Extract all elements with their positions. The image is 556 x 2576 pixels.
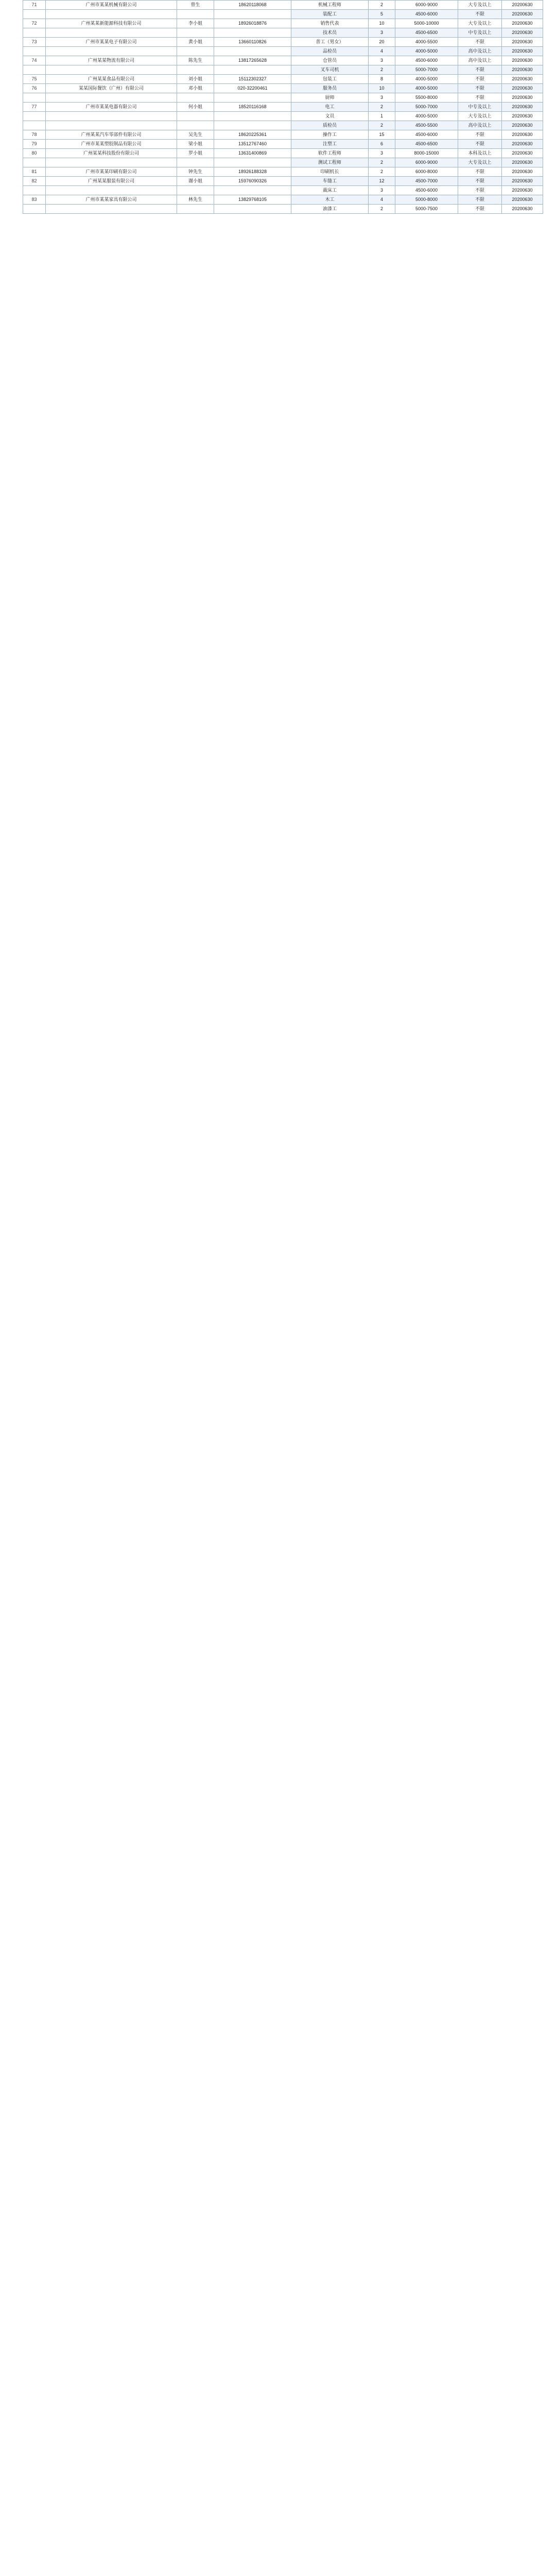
headcount: 2 (369, 65, 395, 75)
contact-person: 邓小姐 (177, 84, 214, 93)
education-requirement: 高中及以上 (458, 56, 502, 65)
education-requirement: 不限 (458, 84, 502, 93)
headcount: 3 (369, 149, 395, 158)
contact-person: 谢小姐 (177, 177, 214, 186)
valid-until-date: 20200630 (502, 121, 543, 130)
contact-phone: 18620118068 (214, 1, 291, 10)
job-title: 注塑工 (291, 140, 369, 149)
table-row (23, 103, 543, 112)
contact-person (177, 65, 214, 75)
valid-until-date: 20200630 (502, 103, 543, 112)
row-index (23, 28, 46, 38)
company-name (46, 65, 177, 75)
contact-phone: 13631400869 (214, 149, 291, 158)
contact-person (177, 28, 214, 38)
salary-range: 6000-8000 (395, 167, 458, 177)
row-index: 77 (23, 103, 46, 112)
table-row (23, 112, 543, 121)
job-title: 电工 (291, 103, 369, 112)
job-title: 普工（男女） (291, 38, 369, 47)
table-row (23, 205, 543, 214)
company-name (46, 205, 177, 214)
contact-phone: 13512767460 (214, 140, 291, 149)
job-title: 包装工 (291, 75, 369, 84)
salary-range: 5000-8000 (395, 195, 458, 205)
row-index (23, 186, 46, 195)
table-row (23, 1, 543, 10)
contact-person: 曾生 (177, 1, 214, 10)
job-listing-table (23, 0, 543, 214)
table-row (23, 149, 543, 158)
contact-person (177, 93, 214, 103)
contact-phone (214, 186, 291, 195)
education-requirement: 不限 (458, 195, 502, 205)
headcount: 10 (369, 19, 395, 28)
salary-range: 4500-6500 (395, 140, 458, 149)
headcount: 4 (369, 195, 395, 205)
contact-person: 刘小姐 (177, 75, 214, 84)
row-index (23, 158, 46, 167)
contact-phone: 18926018876 (214, 19, 291, 28)
education-requirement: 中专及以上 (458, 103, 502, 112)
company-name: 广州市某某机械有限公司 (46, 1, 177, 10)
row-index (23, 112, 46, 121)
valid-until-date: 20200630 (502, 28, 543, 38)
company-name: 某某国际餐饮（广州）有限公司 (46, 84, 177, 93)
row-index: 73 (23, 38, 46, 47)
company-name: 广州某某服装有限公司 (46, 177, 177, 186)
headcount: 3 (369, 56, 395, 65)
company-name (46, 93, 177, 103)
company-name: 广州某某物流有限公司 (46, 56, 177, 65)
job-title: 操作工 (291, 130, 369, 140)
education-requirement: 大专及以上 (458, 112, 502, 121)
row-index (23, 10, 46, 19)
company-name (46, 186, 177, 195)
contact-phone (214, 158, 291, 167)
valid-until-date: 20200630 (502, 205, 543, 214)
headcount: 1 (369, 112, 395, 121)
company-name (46, 47, 177, 56)
valid-until-date: 20200630 (502, 167, 543, 177)
salary-range: 4500-6000 (395, 10, 458, 19)
education-requirement: 不限 (458, 177, 502, 186)
table-row (23, 10, 543, 19)
table-row (23, 84, 543, 93)
valid-until-date: 20200630 (502, 93, 543, 103)
contact-person (177, 10, 214, 19)
salary-range: 4500-6000 (395, 56, 458, 65)
contact-phone (214, 205, 291, 214)
salary-range: 5000-7000 (395, 65, 458, 75)
headcount: 4 (369, 47, 395, 56)
education-requirement: 大专及以上 (458, 158, 502, 167)
job-title: 质检员 (291, 121, 369, 130)
salary-range: 4500-5500 (395, 121, 458, 130)
salary-range: 6000-9000 (395, 1, 458, 10)
valid-until-date: 20200630 (502, 84, 543, 93)
contact-person: 黄小姐 (177, 38, 214, 47)
salary-range: 4500-6500 (395, 28, 458, 38)
salary-range: 5500-8000 (395, 93, 458, 103)
salary-range: 4000-5000 (395, 75, 458, 84)
table-row (23, 140, 543, 149)
job-title: 测试工程师 (291, 158, 369, 167)
education-requirement: 不限 (458, 10, 502, 19)
headcount: 12 (369, 177, 395, 186)
contact-person: 林先生 (177, 195, 214, 205)
job-title: 油漆工 (291, 205, 369, 214)
valid-until-date: 20200630 (502, 75, 543, 84)
table-row (23, 158, 543, 167)
company-name: 广州市某某印刷有限公司 (46, 167, 177, 177)
table-row (23, 195, 543, 205)
row-index: 74 (23, 56, 46, 65)
valid-until-date: 20200630 (502, 158, 543, 167)
row-index: 80 (23, 149, 46, 158)
education-requirement: 不限 (458, 65, 502, 75)
headcount: 3 (369, 186, 395, 195)
valid-until-date: 20200630 (502, 10, 543, 19)
contact-person: 陈先生 (177, 56, 214, 65)
headcount: 5 (369, 10, 395, 19)
salary-range: 4500-6000 (395, 186, 458, 195)
contact-phone (214, 10, 291, 19)
headcount: 10 (369, 84, 395, 93)
row-index: 83 (23, 195, 46, 205)
headcount: 2 (369, 1, 395, 10)
job-title: 装配工 (291, 10, 369, 19)
company-name: 广州某某新能源科技有限公司 (46, 19, 177, 28)
salary-range: 4000-5000 (395, 112, 458, 121)
contact-person: 罗小姐 (177, 149, 214, 158)
job-title: 品检员 (291, 47, 369, 56)
salary-range: 4500-6000 (395, 130, 458, 140)
valid-until-date: 20200630 (502, 65, 543, 75)
contact-phone (214, 93, 291, 103)
education-requirement: 高中及以上 (458, 47, 502, 56)
contact-person: 吴先生 (177, 130, 214, 140)
row-index: 76 (23, 84, 46, 93)
education-requirement: 大专及以上 (458, 19, 502, 28)
valid-until-date: 20200630 (502, 186, 543, 195)
valid-until-date: 20200630 (502, 112, 543, 121)
company-name (46, 10, 177, 19)
table-row (23, 65, 543, 75)
headcount: 2 (369, 205, 395, 214)
headcount: 15 (369, 130, 395, 140)
job-title: 印刷机长 (291, 167, 369, 177)
valid-until-date: 20200630 (502, 140, 543, 149)
education-requirement: 中专及以上 (458, 28, 502, 38)
valid-until-date: 20200630 (502, 130, 543, 140)
contact-phone: 13817265628 (214, 56, 291, 65)
education-requirement: 本科及以上 (458, 149, 502, 158)
education-requirement: 不限 (458, 205, 502, 214)
company-name: 广州市某某电器有限公司 (46, 103, 177, 112)
headcount: 2 (369, 167, 395, 177)
job-title: 仓管员 (291, 56, 369, 65)
headcount: 8 (369, 75, 395, 84)
salary-range: 5000-7500 (395, 205, 458, 214)
job-title: 销售代表 (291, 19, 369, 28)
valid-until-date: 20200630 (502, 177, 543, 186)
contact-person (177, 121, 214, 130)
contact-phone (214, 47, 291, 56)
contact-phone: 15976090326 (214, 177, 291, 186)
job-title: 厨师 (291, 93, 369, 103)
row-index (23, 205, 46, 214)
table-row (23, 19, 543, 28)
job-title: 车缝工 (291, 177, 369, 186)
row-index (23, 65, 46, 75)
table-row (23, 177, 543, 186)
company-name (46, 121, 177, 130)
contact-phone: 020-32200461 (214, 84, 291, 93)
valid-until-date: 20200630 (502, 1, 543, 10)
valid-until-date: 20200630 (502, 56, 543, 65)
row-index (23, 121, 46, 130)
job-title: 机械工程师 (291, 1, 369, 10)
job-title: 叉车司机 (291, 65, 369, 75)
company-name: 广州某某科技股份有限公司 (46, 149, 177, 158)
table-row (23, 186, 543, 195)
headcount: 20 (369, 38, 395, 47)
headcount: 3 (369, 93, 395, 103)
valid-until-date: 20200630 (502, 38, 543, 47)
contact-phone: 18620225361 (214, 130, 291, 140)
contact-person: 梁小姐 (177, 140, 214, 149)
contact-person: 何小姐 (177, 103, 214, 112)
table-row (23, 121, 543, 130)
valid-until-date: 20200630 (502, 47, 543, 56)
table-row (23, 47, 543, 56)
headcount: 2 (369, 158, 395, 167)
row-index: 82 (23, 177, 46, 186)
education-requirement: 不限 (458, 130, 502, 140)
salary-range: 4500-7000 (395, 177, 458, 186)
company-name (46, 112, 177, 121)
valid-until-date: 20200630 (502, 195, 543, 205)
contact-phone (214, 112, 291, 121)
job-title: 裁床工 (291, 186, 369, 195)
company-name: 广州市某某塑胶制品有限公司 (46, 140, 177, 149)
row-index: 79 (23, 140, 46, 149)
salary-range: 4000-5000 (395, 47, 458, 56)
row-index: 72 (23, 19, 46, 28)
contact-phone (214, 65, 291, 75)
contact-phone (214, 28, 291, 38)
row-index (23, 93, 46, 103)
contact-phone: 13829768105 (214, 195, 291, 205)
education-requirement: 高中及以上 (458, 121, 502, 130)
education-requirement: 不限 (458, 186, 502, 195)
contact-phone: 13660110826 (214, 38, 291, 47)
row-index: 81 (23, 167, 46, 177)
company-name (46, 158, 177, 167)
row-index: 78 (23, 130, 46, 140)
table-row (23, 75, 543, 84)
company-name (46, 28, 177, 38)
table-row (23, 38, 543, 47)
table-row (23, 56, 543, 65)
salary-range: 5000-10000 (395, 19, 458, 28)
row-index: 75 (23, 75, 46, 84)
company-name: 广州市某某家具有限公司 (46, 195, 177, 205)
row-index (23, 47, 46, 56)
contact-person (177, 47, 214, 56)
salary-range: 4000-5000 (395, 84, 458, 93)
education-requirement: 大专及以上 (458, 1, 502, 10)
headcount: 3 (369, 28, 395, 38)
education-requirement: 不限 (458, 140, 502, 149)
salary-range: 6000-9000 (395, 158, 458, 167)
job-title: 木工 (291, 195, 369, 205)
table-row (23, 93, 543, 103)
contact-phone: 18926188328 (214, 167, 291, 177)
education-requirement: 不限 (458, 38, 502, 47)
contact-person: 钟先生 (177, 167, 214, 177)
job-title: 文员 (291, 112, 369, 121)
table-row (23, 167, 543, 177)
table-row (23, 28, 543, 38)
contact-person (177, 205, 214, 214)
education-requirement: 不限 (458, 167, 502, 177)
contact-person (177, 186, 214, 195)
salary-range: 4000-5500 (395, 38, 458, 47)
valid-until-date: 20200630 (502, 19, 543, 28)
education-requirement: 不限 (458, 93, 502, 103)
contact-person (177, 158, 214, 167)
contact-person (177, 112, 214, 121)
company-name: 广州市某某电子有限公司 (46, 38, 177, 47)
job-rows (23, 1, 543, 214)
contact-phone (214, 121, 291, 130)
contact-person: 李小姐 (177, 19, 214, 28)
job-title: 服务员 (291, 84, 369, 93)
salary-range: 5000-7000 (395, 103, 458, 112)
salary-range: 8000-15000 (395, 149, 458, 158)
headcount: 6 (369, 140, 395, 149)
contact-phone: 15112302327 (214, 75, 291, 84)
valid-until-date: 20200630 (502, 149, 543, 158)
contact-phone: 18520116168 (214, 103, 291, 112)
headcount: 2 (369, 121, 395, 130)
job-title: 软件工程师 (291, 149, 369, 158)
company-name: 广州某某食品有限公司 (46, 75, 177, 84)
education-requirement: 不限 (458, 75, 502, 84)
table-row (23, 130, 543, 140)
job-title: 技术员 (291, 28, 369, 38)
company-name: 广州某某汽车零部件有限公司 (46, 130, 177, 140)
row-index: 71 (23, 1, 46, 10)
headcount: 2 (369, 103, 395, 112)
